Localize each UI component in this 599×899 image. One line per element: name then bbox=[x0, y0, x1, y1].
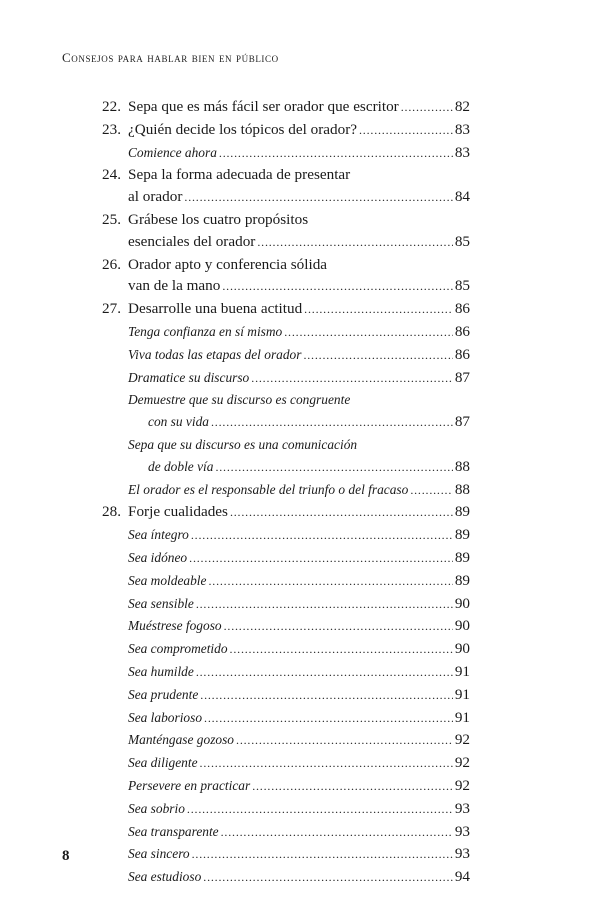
dot-leader bbox=[303, 344, 452, 367]
toc-subentry bbox=[102, 479, 470, 502]
dot-leader bbox=[196, 661, 453, 684]
toc-entry-number: 25. bbox=[102, 210, 121, 228]
toc-subentry bbox=[102, 707, 470, 730]
toc-entry-page: 93 bbox=[454, 845, 470, 863]
toc-entry bbox=[102, 254, 470, 299]
toc-entry-title: Grábese los cuatro propósitos bbox=[128, 210, 309, 228]
toc-entry-title: Persevere en practicar bbox=[128, 777, 251, 793]
toc-entry-number: 23. bbox=[102, 120, 121, 138]
toc-entry-page: 92 bbox=[454, 776, 470, 794]
toc-entry-title: Sea sobrio bbox=[128, 800, 185, 816]
dot-leader bbox=[224, 615, 453, 638]
toc-entry-page: 91 bbox=[454, 708, 470, 726]
dot-leader bbox=[204, 707, 453, 730]
dot-leader bbox=[184, 186, 452, 209]
dot-leader bbox=[236, 729, 453, 752]
toc-entry-number: 26. bbox=[102, 255, 121, 273]
toc-entry-title-continued: con su vida bbox=[148, 414, 209, 430]
dot-leader bbox=[359, 119, 453, 142]
toc-entry-title: Desarrolle una buena actitud bbox=[128, 300, 303, 318]
toc-entry-title: Sea sensible bbox=[128, 595, 194, 611]
toc-entry-page: 92 bbox=[454, 731, 470, 749]
toc-subentry bbox=[102, 729, 470, 752]
toc-entry-title: Sepa la forma adecuada de presentar bbox=[128, 166, 351, 184]
toc-entry-title: ¿Quién decide los tópicos del orador? bbox=[128, 120, 357, 138]
toc-entry-page: 88 bbox=[454, 457, 470, 475]
toc-entry-title: Sea diligente bbox=[128, 755, 198, 771]
dot-leader bbox=[401, 96, 453, 119]
toc-entry-title: Sea prudente bbox=[128, 686, 199, 702]
toc-entry-title: Manténgase gozoso bbox=[128, 732, 235, 748]
toc-entry-page: 91 bbox=[454, 662, 470, 680]
toc-entry-page: 89 bbox=[454, 571, 470, 589]
dot-leader bbox=[192, 843, 453, 866]
toc-entry-page: 83 bbox=[454, 143, 470, 161]
toc-entry-page: 85 bbox=[454, 277, 470, 295]
toc-entry-page: 89 bbox=[454, 548, 470, 566]
toc-entry-page: 86 bbox=[454, 300, 470, 318]
table-of-contents bbox=[102, 96, 470, 889]
toc-subentry bbox=[102, 570, 470, 593]
toc-subentry bbox=[102, 344, 470, 367]
toc-entry bbox=[102, 298, 470, 321]
dot-leader bbox=[230, 638, 453, 661]
toc-entry bbox=[102, 501, 470, 524]
toc-entry-page: 84 bbox=[454, 188, 470, 206]
dot-leader bbox=[200, 684, 453, 707]
toc-entry-page: 92 bbox=[454, 754, 470, 772]
toc-entry-number: 22. bbox=[102, 98, 121, 115]
page-number: 8 bbox=[62, 848, 70, 864]
dot-leader bbox=[189, 547, 453, 570]
toc-entry-page: 83 bbox=[454, 120, 470, 138]
toc-entry-number: 24. bbox=[102, 166, 121, 184]
toc-entry-title: Muéstrese fogoso bbox=[128, 618, 222, 634]
dot-leader bbox=[191, 524, 453, 547]
dot-leader bbox=[257, 231, 452, 254]
toc-entry-page: 86 bbox=[454, 322, 470, 340]
toc-entry-page: 94 bbox=[454, 868, 470, 886]
toc-subentry bbox=[102, 866, 470, 889]
toc-entry-page: 90 bbox=[454, 594, 470, 612]
dot-leader bbox=[221, 821, 453, 844]
toc-subentry bbox=[102, 775, 470, 798]
toc-subentry bbox=[102, 367, 470, 390]
dot-leader bbox=[284, 321, 453, 344]
toc-subentry bbox=[102, 821, 470, 844]
toc-entry-title-continued: de doble vía bbox=[148, 458, 214, 474]
dot-leader bbox=[196, 593, 453, 616]
toc-subentry bbox=[102, 547, 470, 570]
toc-entry-page: 89 bbox=[454, 503, 470, 521]
dot-leader bbox=[200, 752, 453, 775]
toc-subentry bbox=[102, 684, 470, 707]
toc-entry-title: Sea íntegro bbox=[128, 527, 189, 543]
dot-leader bbox=[252, 775, 453, 798]
toc-entry-title: Sea laborioso bbox=[128, 709, 203, 725]
toc-entry-page: 91 bbox=[454, 685, 470, 703]
dot-leader bbox=[208, 570, 452, 593]
toc-entry-title: Tenga confianza en sí mismo bbox=[128, 323, 283, 339]
toc-entry-page: 89 bbox=[454, 526, 470, 544]
toc-entry-title: Sea moldeable bbox=[128, 572, 207, 588]
toc-entry bbox=[102, 209, 470, 254]
toc-entry-title: Sea idóneo bbox=[128, 549, 188, 565]
toc-entry bbox=[102, 96, 470, 119]
toc-entry-title: Dramatice su discurso bbox=[128, 369, 250, 385]
toc-entry-page: 88 bbox=[454, 480, 470, 498]
toc-entry-title: Sea comprometido bbox=[128, 641, 228, 657]
toc-entry-title: Demuestre que su discurso es congruente bbox=[128, 392, 351, 408]
toc-subentry bbox=[102, 524, 470, 547]
toc-entry-title: El orador es el responsable del triunfo o del fracaso bbox=[128, 481, 409, 497]
toc-entry-title-continued: esenciales del orador bbox=[128, 232, 256, 250]
toc-subentry bbox=[102, 752, 470, 775]
toc-entry-page: 93 bbox=[454, 799, 470, 817]
toc-entry-title: Sepa que su discurso es una comunicación bbox=[128, 436, 358, 452]
toc-entry-page: 90 bbox=[454, 617, 470, 635]
dot-leader bbox=[304, 298, 453, 321]
toc-entry-title: Sea estudioso bbox=[128, 869, 202, 885]
toc-entry-title: Sea humilde bbox=[128, 663, 194, 679]
dot-leader bbox=[230, 501, 453, 524]
toc-subentry bbox=[102, 434, 470, 479]
toc-entry-title: Sea transparente bbox=[128, 823, 219, 839]
toc-subentry bbox=[102, 142, 470, 165]
toc-entry-title: Sea sincero bbox=[128, 846, 190, 862]
toc-entry-title: Comience ahora bbox=[128, 144, 217, 160]
toc-subentry bbox=[102, 798, 470, 821]
toc-subentry bbox=[102, 593, 470, 616]
toc-entry-title-continued: al orador bbox=[128, 188, 183, 206]
toc-entry-page: 90 bbox=[454, 640, 470, 658]
toc-subentry bbox=[102, 389, 470, 434]
running-header: Consejos para hablar bien en público bbox=[62, 50, 279, 65]
toc-subentry bbox=[102, 615, 470, 638]
dot-leader bbox=[251, 367, 453, 390]
toc-subentry bbox=[102, 843, 470, 866]
toc-entry-number: 28. bbox=[102, 503, 121, 521]
toc-entry-page: 87 bbox=[454, 368, 470, 386]
dot-leader bbox=[187, 798, 453, 821]
dot-leader bbox=[211, 411, 453, 434]
toc-entry-number: 27. bbox=[102, 300, 121, 318]
toc-entry bbox=[102, 164, 470, 209]
toc-entry-page: 82 bbox=[454, 98, 470, 115]
dot-leader bbox=[222, 275, 452, 298]
toc-subentry bbox=[102, 638, 470, 661]
toc-entry-title: Sepa que es más fácil ser orador que escritor bbox=[128, 98, 399, 115]
toc-entry-title: Viva todas las etapas del orador bbox=[128, 346, 302, 362]
dot-leader bbox=[219, 142, 453, 165]
dot-leader bbox=[203, 866, 453, 889]
toc-entry-page: 85 bbox=[454, 232, 470, 250]
dot-leader bbox=[410, 479, 452, 502]
toc-entry bbox=[102, 119, 470, 142]
toc-entry-title: Orador apto y conferencia sólida bbox=[128, 255, 328, 273]
toc-entry-page: 86 bbox=[454, 345, 470, 363]
toc-entry-page: 93 bbox=[454, 822, 470, 840]
toc-entry-page: 87 bbox=[454, 413, 470, 431]
toc-subentry bbox=[102, 661, 470, 684]
dot-leader bbox=[215, 456, 452, 479]
toc-entry-title-continued: van de la mano bbox=[128, 277, 221, 295]
toc-entry-title: Forje cualidades bbox=[128, 503, 228, 521]
toc-subentry bbox=[102, 321, 470, 344]
